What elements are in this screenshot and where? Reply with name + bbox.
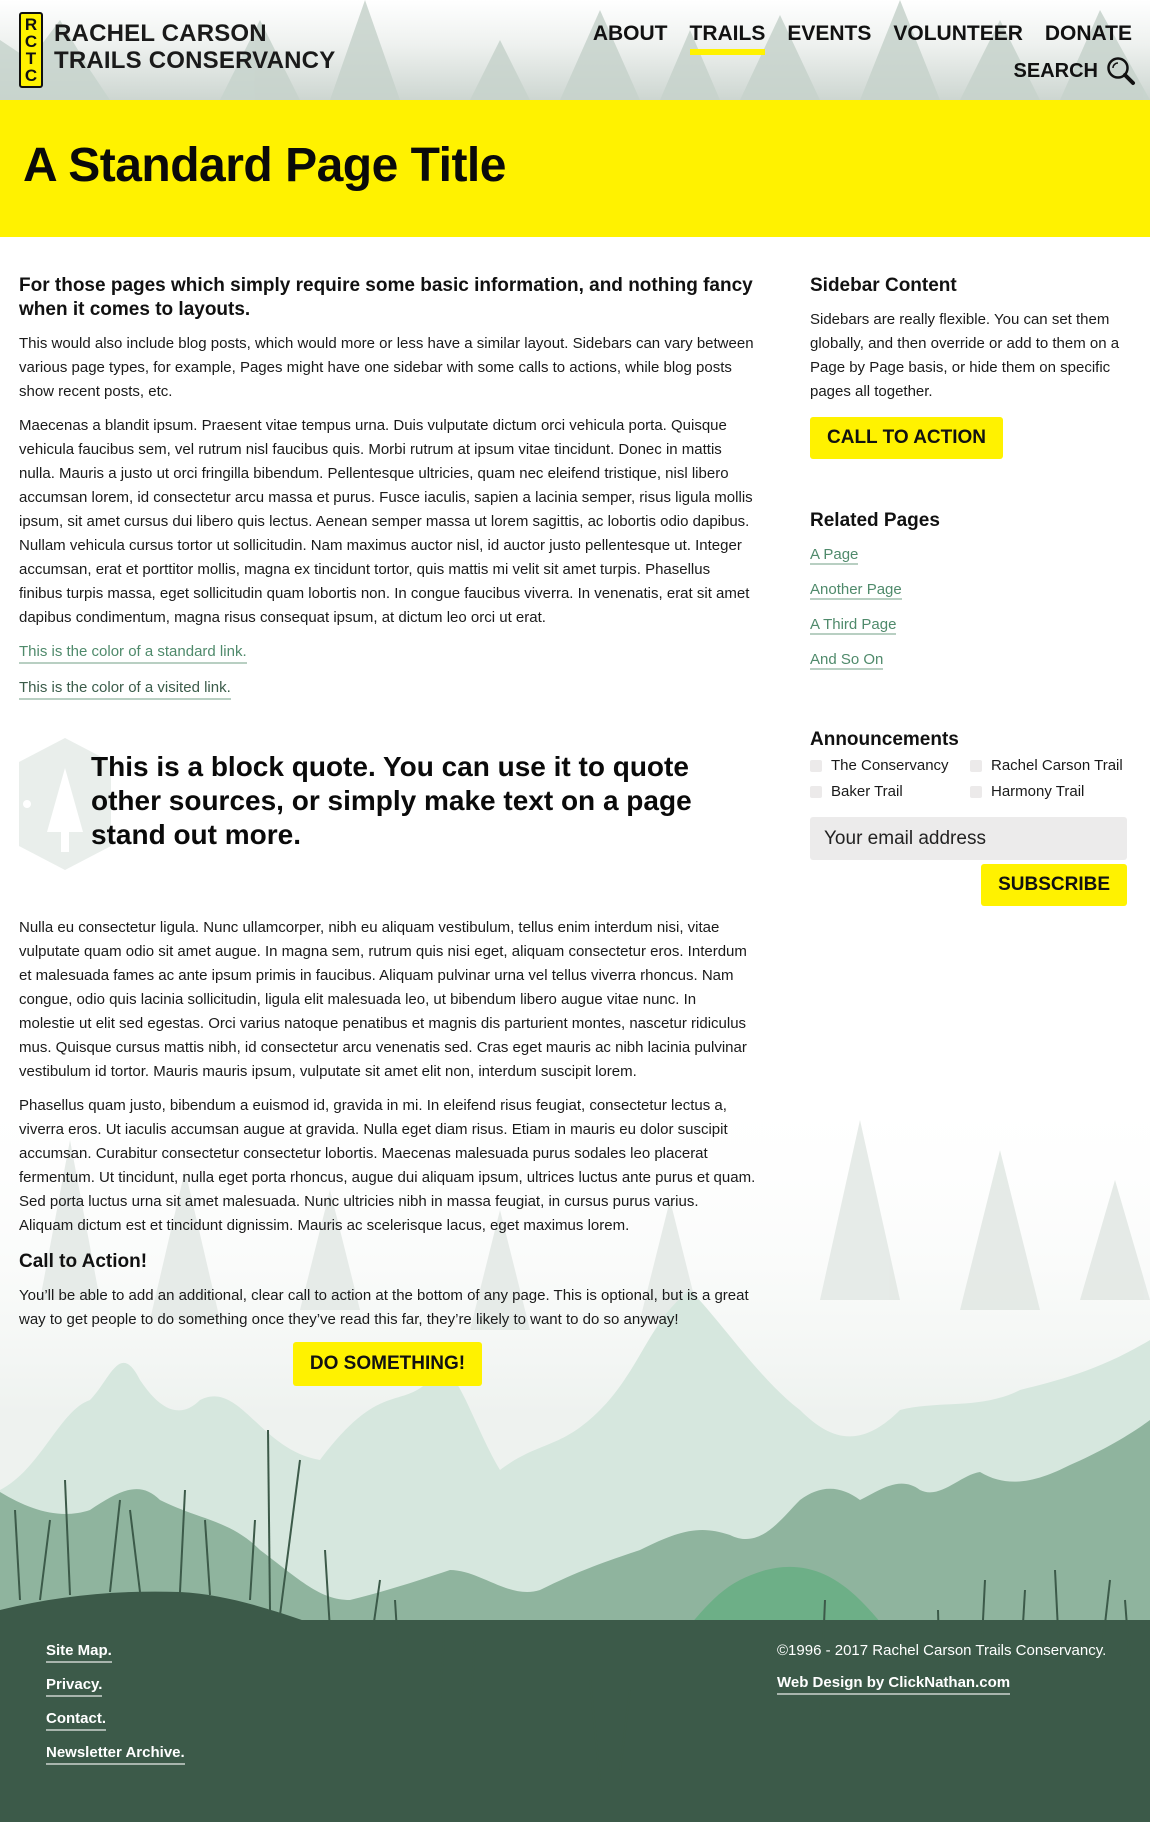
checkbox-label: The Conservancy xyxy=(831,757,949,774)
site-header xyxy=(0,0,1150,100)
checkbox-baker-trail[interactable] xyxy=(810,780,970,804)
body-paragraph: Phasellus quam justo, bibendum a euismod id, gravida in mi. In eleifend risus feugiat, consectetur lectus a, viverra eros. Ut iaculis accumsan augue at gravida. Nulla eget diam risus. Etiam in mauris eu dolor suscipit accumsan. Curabitur consectetur consectetur lobortis. Maecenas malesuada purus sodales leo placerat fermentum. Ut tincidunt, nulla eget porta rhoncus, augue dui aliquam ipsum, ultrices luctus ante purus et quam. Sed porta luctus urna sit amet malesuada. Nunc ultricies nibh in massa feugiat, in cursus purus varius. Aliquam dictum est et tincidunt dignissim. Mauris ac scelerisque lacus, eget maximus lorem. xyxy=(19,1097,756,1234)
checkbox-icon[interactable] xyxy=(970,786,982,798)
logo-letter: T xyxy=(25,49,37,68)
main-nav xyxy=(593,22,1132,52)
standard-link[interactable]: This is the color of a standard link. xyxy=(19,642,247,664)
cta-text: You’ll be able to add an additional, clear call to action at the bottom of any page. This is optional, but is a great way to get people to do something once they’ve read this far, they’re likely to want to do so anyway! xyxy=(19,1287,749,1328)
page-title: A Standard Page Title xyxy=(23,139,506,192)
nav-about[interactable]: ABOUT xyxy=(592,22,668,45)
announcements-heading: Announcements xyxy=(810,729,959,750)
footer-link-site-map[interactable]: Site Map. xyxy=(46,1641,112,1663)
block-quote-text: This is a block quote. You can use it to quote other sources, or simply make text on a page stand out more. xyxy=(91,751,692,850)
footer-link-contact[interactable]: Contact. xyxy=(46,1709,106,1731)
do-something-button[interactable]: DO SOMETHING! xyxy=(293,1342,482,1386)
logo-line-2: TRAILS CONSERVANCY xyxy=(54,47,336,74)
visited-link[interactable]: This is the color of a visited link. xyxy=(19,678,231,700)
checkbox-icon[interactable] xyxy=(810,760,822,772)
body-paragraph: This would also include blog posts, which would more or less have a similar layout. Sidebars can vary between various page types, for example, Pages might have one sidebar with some calls to actions, while blog posts show recent posts, etc. xyxy=(19,335,754,400)
logo-line-1: RACHEL CARSON xyxy=(54,20,267,47)
main-content xyxy=(19,274,756,1386)
footer-link-privacy[interactable]: Privacy. xyxy=(46,1675,102,1697)
nav-volunteer[interactable]: VOLUNTEER xyxy=(893,22,1023,45)
logo-wordmark[interactable] xyxy=(54,20,335,74)
cta-heading: Call to Action! xyxy=(19,1251,148,1272)
related-pages xyxy=(810,509,1130,672)
related-link-third-page[interactable]: A Third Page xyxy=(810,616,897,633)
email-input[interactable] xyxy=(810,817,1127,860)
search-icon xyxy=(1106,56,1136,86)
body-paragraph: Maecenas a blandit ipsum. Praesent vitae tempus urna. Duis vulputate dictum orci vehicula porta. Quisque vehicula faucibus sem, vel rutrum nisl faucibus quis. Morbi rutrum at ipsum vitae tincidunt. Donec in mattis nulla. Mauris a justo ut orci fringilla bibendum. Pellentesque ultricies, quam nec eleifend tristique, nisl libero accumsan lorem, id consectetur arcu massa et purus. Fusce iaculis, sapien a lacinia semper, risus ligula mollis ipsum, sit amet cursus dui libero quis lectus. Aenean semper massa ut lorem sagittis, ac lobortis odio dapibus. Nullam vehicula cursus tortor ut sollicitudin. Nam maximus auctor nisl, id auctor justo pellentesque ut. Integer accumsan, erat et porttitor mollis, magna ex tincidunt tortor, quis mattis mi velit sit amet turpis. Phasellus finibus turpis massa, eget sollicitudin quam lobortis non. In congue faucibus viverra. In venenatis, erat sit amet dapibus condimentum, magna risus consequat ipsum, at dictum leo orci ut erat. xyxy=(19,417,753,626)
web-design-credit-link[interactable]: Web Design by ClickNathan.com xyxy=(777,1673,1010,1695)
related-link-a-page[interactable]: A Page xyxy=(810,546,859,563)
checkbox-the-conservancy[interactable] xyxy=(810,754,970,778)
checkbox-icon[interactable] xyxy=(810,786,822,798)
block-quote xyxy=(19,738,756,888)
sidebar-content-text: Sidebars are really flexible. You can set them globally, and then override or add to them on a Page by Page basis, or hide them on specific pages all together. xyxy=(810,311,1120,400)
checkbox-label: Harmony Trail xyxy=(991,783,1085,800)
checkbox-rachel-carson-trail[interactable] xyxy=(970,754,1130,778)
logo-letter: C xyxy=(24,66,38,85)
checkbox-icon[interactable] xyxy=(970,760,982,772)
related-link-and-so-on[interactable]: And So On xyxy=(810,651,884,668)
body-paragraph: Nulla eu consectetur ligula. Nunc ullamcorper, nibh eu aliquam vestibulum, tellus enim interdum nisi, vitae vulputate quam odio sit amet augue. In magna sem, rutrum quis nisi eget, aliquam consectetur eros. Interdum et malesuada fames ac ante ipsum primis in faucibus. Aliquam pulvinar urna vel tellus viverra rhoncus. Nam congue, odio quis lacinia sollicitudin, ligula elit malesuada leo, ut bibendum libero augue vitae nunc. In molestie ut elit sed egestas. Orci varius natoque penatibus et magnis dis parturient montes, nascetur ridiculus mus. Quisque cursus mattis nibh, id consectetur arcu venenatis sed. Cras eget mauris ac nibh lacinia pulvinar vestibulum id tortor. Mauris mauris ipsum, vulputate sit amet elit non, interdum suscipit lorem. xyxy=(19,919,747,1080)
logo-letter: R xyxy=(24,15,38,34)
footer-links xyxy=(46,1641,185,1765)
checkbox-label: Baker Trail xyxy=(831,783,903,800)
search-label: SEARCH xyxy=(1013,59,1098,82)
copyright-text: ©1996 - 2017 Rachel Carson Trails Conservancy. xyxy=(777,1642,1107,1659)
sidebar-content-heading: Sidebar Content xyxy=(810,275,957,296)
footer-info xyxy=(777,1641,1106,1695)
related-link-another-page[interactable]: Another Page xyxy=(810,581,902,598)
page-title-banner xyxy=(0,100,1150,237)
logo-badge[interactable] xyxy=(19,12,43,88)
logo-letter: C xyxy=(24,32,38,51)
nav-events[interactable]: EVENTS xyxy=(787,22,872,45)
footer-link-newsletter-archive[interactable]: Newsletter Archive. xyxy=(46,1743,185,1765)
intro-heading: For those pages which simply require some basic information, and nothing fancy when it comes to layouts. xyxy=(19,275,753,320)
call-to-action-button[interactable]: CALL TO ACTION xyxy=(810,417,1003,459)
announcements-signup xyxy=(810,728,1130,906)
nav-donate[interactable]: DONATE xyxy=(1044,22,1132,45)
subscribe-button[interactable]: SUBSCRIBE xyxy=(981,864,1127,906)
nav-trails[interactable]: TRAILS xyxy=(690,22,766,52)
sidebar xyxy=(810,274,1130,906)
related-pages-heading: Related Pages xyxy=(810,510,940,531)
search-button[interactable] xyxy=(1014,56,1136,86)
checkbox-harmony-trail[interactable] xyxy=(970,780,1130,804)
checkbox-label: Rachel Carson Trail xyxy=(991,757,1123,774)
